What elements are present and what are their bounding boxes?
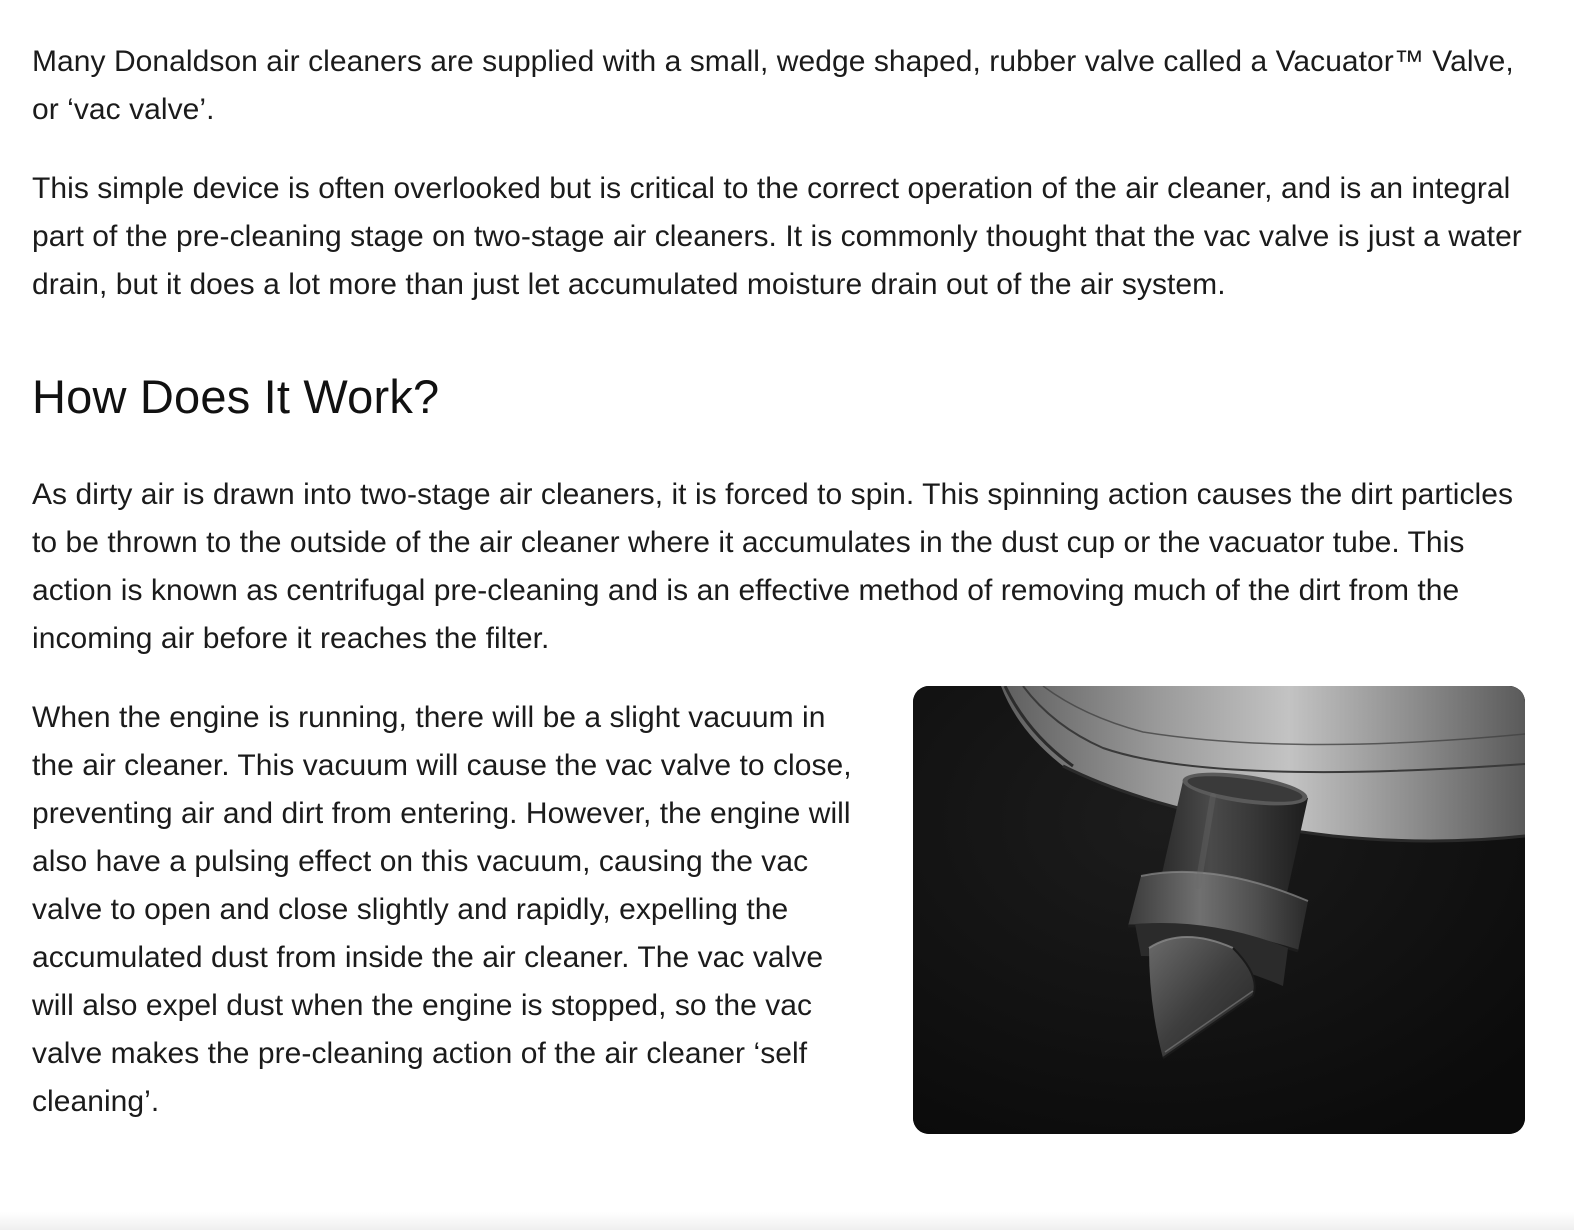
section-heading: How Does It Work? (32, 370, 440, 423)
second-paragraph: This simple device is often overlooked but is critical to the correct operation of the air cleaner, and is an integral part of the pre-cleaning stage on two-stage air cleaners. It is commonly thought that the vac valve is just a water drain, but it does a lot more than just let accumulated moisture drain out of the air system. (32, 172, 1522, 301)
vacuator-valve-photo (913, 686, 1525, 1134)
fourth-paragraph: When the engine is running, there will be a slight vacuum in the air cleaner. This vacuum will cause the vac valve to close, preventing air and dirt from entering. However, the engine will also have a pulsing effect on this vacuum, causing the vac valve to open and close slightly and rapidly, expelling the accumulated dust from inside the air cleaner. The vac valve will also expel dust when the engine is stopped, so the vac valve makes the pre-cleaning action of the air cleaner ‘self cleaning’. (32, 701, 852, 1118)
bottom-edge-shadow (0, 1212, 1574, 1230)
third-paragraph: As dirty air is drawn into two-stage air cleaners, it is forced to spin. This spinning action causes the dirt particles to be thrown to the outside of the air cleaner where it accumulates in the dust cup or the vacuator tube. This action is known as centrifugal pre-cleaning and is an effective method of removing much of the dirt from the incoming air before it reaches the filter. (32, 478, 1514, 655)
text-image-split (32, 694, 1532, 1194)
intro-paragraph: Many Donaldson air cleaners are supplied with a small, wedge shaped, rubber valve called a Vacuator™ Valve, or ‘vac valve’. (32, 45, 1514, 126)
vacuator-valve-illustration (913, 686, 1525, 1134)
